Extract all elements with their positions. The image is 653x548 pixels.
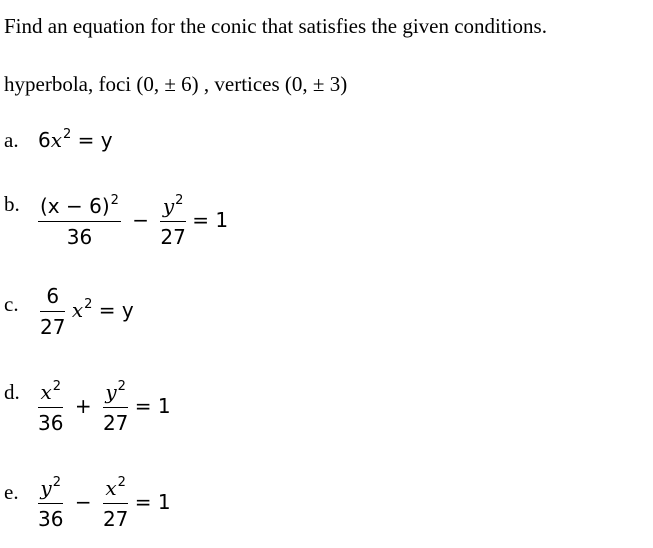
fraction-2: $\frac{x^2}{27}$	[102, 475, 129, 531]
option-c-equation: $\frac{6}{27}$ $x^2 = y$	[40, 284, 134, 339]
question-prompt: Find an equation for the conic that satisfies the given conditions.	[4, 14, 547, 38]
option-letter-b: b.	[4, 192, 20, 216]
fraction-2: $\frac{y^2}{27}$	[102, 379, 129, 435]
question-conditions: hyperbola, foci (0, ± 6) , vertices (0, ± 3)	[4, 72, 348, 96]
option-letter-c: c.	[4, 292, 19, 316]
option-letter-d: d.	[4, 380, 20, 404]
fraction-1: $\frac{(x - 6)^2}{36}$	[40, 193, 119, 249]
option-b-equation: $\frac{(x - 6)^2}{36}$ − $\frac{y^2}{27}$ = 1	[40, 193, 229, 249]
option-letter-a: a.	[4, 128, 19, 152]
option-d-equation: $\frac{x^2}{36}$ + $\frac{y^2}{27}$ = 1	[38, 379, 171, 435]
fraction-1: $\frac{y^2}{36}$	[38, 475, 64, 531]
option-e-equation: $\frac{y^2}{36}$ − $\frac{x^2}{27}$ = 1	[38, 475, 171, 531]
option-a-equation: $6x^2 = y$	[38, 127, 113, 152]
option-letter-e: e.	[4, 480, 19, 504]
fraction-1: $\frac{x^2}{36}$	[38, 379, 64, 435]
fraction-coef: $\frac{6}{27}$	[40, 284, 66, 339]
fraction-2: $\frac{y^2}{27}$	[160, 193, 186, 249]
